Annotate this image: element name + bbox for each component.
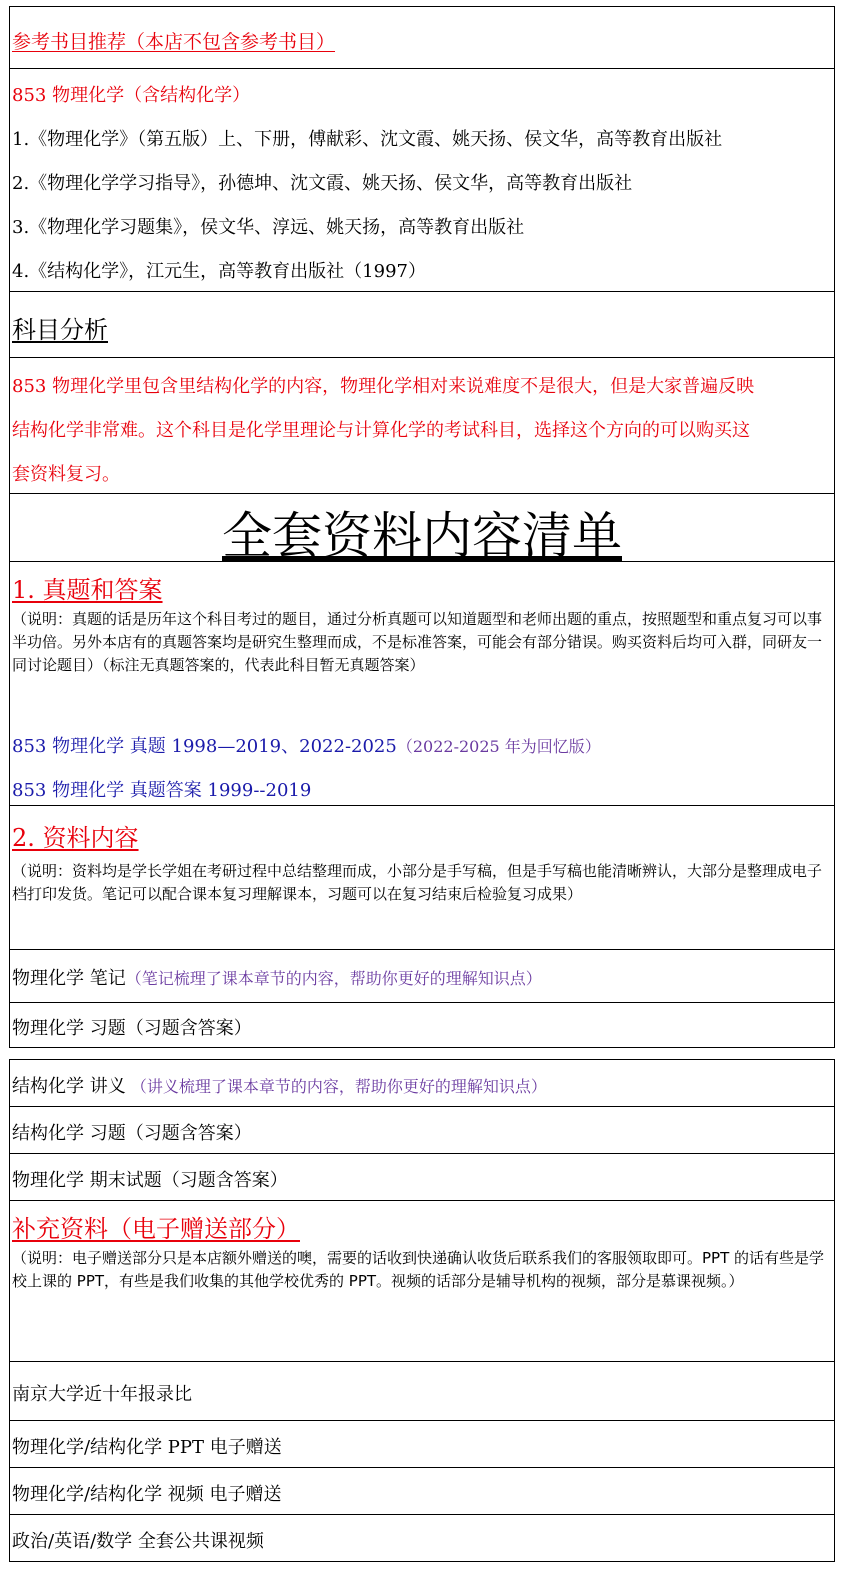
public-course-row: [10, 1515, 834, 1561]
section2-title: 2. 资料内容: [12, 824, 139, 852]
notes-item-note: （笔记梳理了课本章节的内容，帮助你更好的理解知识点）: [125, 969, 542, 988]
exercises-item-row: [10, 1003, 834, 1047]
section3-note: （说明：电子赠送部分只是本店额外赠送的噢，需要的话收到快递确认收货后联系我们的客服领取即可。PPT 的话有些是学校上课的 PPT，有些是我们收集的其他学校优秀的 PPT。视频的话部分是辅导机构的视频，部分是慕课视频。）: [12, 1249, 825, 1290]
structure-exercises-row: [10, 1107, 834, 1154]
analysis-line-3: 套资料复习。: [12, 464, 120, 485]
lecture-item: [12, 1072, 832, 1098]
video-gift-row: [10, 1468, 834, 1515]
reference-book-2: 2.《物理化学学习指导》，孙德坤、沈文霞、姚天扬、侯文华，高等教育出版社: [12, 173, 633, 194]
admission-ratio-label: 南京大学近十年报录比: [12, 1384, 192, 1405]
reference-books-row: [10, 69, 834, 292]
section3-row: [10, 1201, 834, 1362]
analysis-line-1: 853 物理化学里包含里结构化学的内容，物理化学相对来说难度不是很大，但是大家普遍反映: [12, 376, 755, 397]
exam-years-note: （2022-2025 年为回忆版）: [396, 737, 601, 756]
reference-header-row: [10, 7, 834, 69]
upper-table: [9, 6, 835, 1048]
main-title: 全套资料内容清单: [222, 507, 622, 565]
structure-exercises-label: 结构化学 习题（习题含答案）: [12, 1123, 252, 1144]
reference-book-3: 3.《物理化学习题集》，侯文华、淳远、姚天扬，高等教育出版社: [12, 217, 525, 238]
notes-item-row: [10, 950, 834, 1003]
analysis-line-2: 结构化学非常难。这个科目是化学里理论与计算化学的考试科目，选择这个方向的可以购买这: [12, 420, 750, 441]
lecture-item-label: 结构化学 讲义: [12, 1076, 126, 1097]
analysis-header: 科目分析: [12, 316, 108, 344]
ppt-gift-row: [10, 1421, 834, 1468]
public-course-label: 政治/英语/数学 全套公共课视频: [12, 1531, 264, 1552]
section1-note: （说明：真题的话是历年这个科目考过的题目，通过分析真题可以知道题型和老师出题的重点，按照题型和重点复习可以事半功倍。另外本店有的真题答案均是研究生整理而成，不是标准答案，可能会有部分错误。购买资料后均可入群，同研友一同讨论题目）（标注无真题答案的，代表此科目暂无真题答案）: [12, 610, 823, 674]
lecture-item-note: （讲义梳理了课本章节的内容，帮助你更好的理解知识点）: [125, 1077, 547, 1096]
reference-book-1: 1.《物理化学》（第五版）上、下册，傅献彩、沈文霞、姚天扬、侯文华，高等教育出版社: [12, 129, 723, 150]
notes-item-label: 物理化学 笔记: [12, 968, 126, 989]
answer-years: 853 物理化学 真题答案 1999--2019: [12, 780, 312, 801]
section3-title: 补充资料（电子赠送部分）: [12, 1215, 300, 1243]
analysis-header-row: [10, 292, 834, 358]
notes-item: [12, 964, 832, 990]
analysis-body-row: [10, 358, 834, 494]
section1-row: [10, 562, 834, 806]
lecture-item-row: [10, 1060, 834, 1107]
video-gift-label: 物理化学/结构化学 视频 电子赠送: [12, 1484, 282, 1505]
main-title-row: [10, 494, 834, 565]
section2-note: （说明：资料均是学长学姐在考研过程中总结整理而成，小部分是手写稿，但是手写稿也能清晰辨认，大部分是整理成电子档打印发货。笔记可以配合课本复习理解课本，习题可以在复习结束后检验复习成果）: [12, 862, 823, 903]
reference-header: 参考书目推荐（本店不包含参考书目）: [12, 31, 336, 53]
lower-table: [9, 1059, 835, 1562]
ppt-gift-label: 物理化学/结构化学 PPT 电子赠送: [12, 1437, 282, 1458]
exercises-item-label: 物理化学 习题（习题含答案）: [12, 1018, 252, 1039]
final-exam-row: [10, 1154, 834, 1201]
admission-ratio-row: [10, 1362, 834, 1421]
exam-years: 853 物理化学 真题 1998—2019、2022-2025: [12, 736, 397, 757]
exam-years-line: [12, 732, 832, 758]
section2-row: [10, 806, 834, 950]
final-exam-label: 物理化学 期末试题（习题含答案）: [12, 1170, 288, 1191]
reference-book-4: 4.《结构化学》，江元生，高等教育出版社（1997）: [12, 261, 426, 282]
reference-subject: 853 物理化学（含结构化学）: [12, 85, 251, 106]
section1-title: 1. 真题和答案: [12, 576, 163, 604]
